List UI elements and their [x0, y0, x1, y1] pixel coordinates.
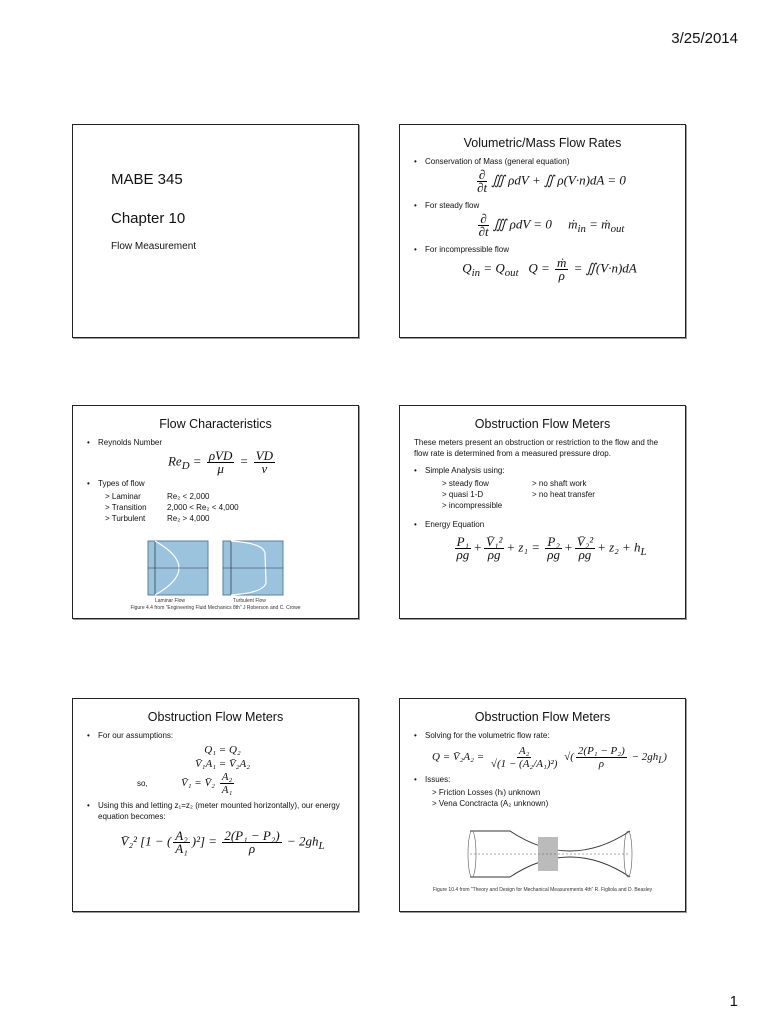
equation: $\frac{\text{P₁}}{\rho g}$ + $\frac{\text{V̄₁²}}{\rho g}$ + z₁ = $\frac{\text{P₂}}{\rho g}$ + $\frac{\text{V̄₂²}}{\rho g}$ + $z_2 + h_L$	[456, 534, 647, 562]
equation: V̄₁ = V̄₂ $\frac{\text{A₂}}{\text{A₁}}$	[181, 771, 233, 796]
course-title: MABE 345	[111, 171, 183, 188]
intro-text: These meters present an obstruction or restriction to the flow and the flow rate is determined from a measured pressure drop.	[414, 438, 659, 458]
slide-heading: Volumetric/Mass Flow Rates	[463, 136, 622, 150]
so-label: so,	[137, 779, 148, 788]
equation: $Re_D$ = $\frac{\text{ρVD}}{\mu}$ = $\frac{VD}{\nu}$	[167, 448, 274, 476]
bullet: • For our assumptions:	[87, 730, 358, 741]
slide-heading: Obstruction Flow Meters	[147, 710, 284, 724]
flow-type-row: > Turbulent Re₂ > 4,000	[105, 514, 210, 523]
figure-label: Laminar Flow	[155, 598, 186, 604]
slide-obstruction-assumptions	[72, 698, 359, 912]
slide-title	[72, 124, 359, 338]
figure-label: Turbulent Flow	[233, 598, 266, 604]
equation: $\frac{\partial}{\partial t}$ ∭ ρdV + ∬ ρ(V·n)dA = 0	[477, 167, 626, 195]
flow-type-row: > Transition 2,000 < Re₂ < 4,000	[105, 503, 239, 512]
laminar-profile	[148, 541, 208, 595]
bullet: • For steady flow	[414, 200, 685, 211]
bullet: • Solving for the volumetric flow rate:	[414, 730, 685, 741]
issue-item: > Vena Conctracta (A₂ unknown)	[432, 799, 549, 808]
equation: $Q_{in} = Q_{out}$ Q = $\frac{\text{ṁ}}{\rho}$ = ∬(V·n)dA	[462, 255, 637, 283]
slide-subtitle: Flow Measurement	[111, 241, 197, 252]
slide-obstruction-solution	[399, 698, 686, 912]
turbulent-profile	[223, 541, 283, 595]
equation: V̄₂² [1 − ( $\frac{\text{A₂}}{\text{A₁}}$ )²] = $\frac{\text{2(P₁ − P₂)}}{\rho}$ − $2gh_L$	[120, 828, 325, 856]
venturi-figure	[400, 823, 686, 885]
flow-profile-figure	[73, 533, 359, 608]
issue-item: > Friction Losses (hₗ) unknown	[432, 788, 541, 797]
equation: Q₁ = Q₂ V̄₁A₁ = V̄₂A₂	[194, 744, 251, 770]
slide-heading: Obstruction Flow Meters	[474, 710, 611, 724]
equation: $\frac{\partial}{\partial t}$ ∭ ρdV = 0 ṁ$_{in}$ = ṁ$_{out}$	[478, 211, 625, 239]
bullet: • Simple Analysis using:	[414, 465, 685, 476]
bullet: • Using this and letting z₁=z₂ (meter mounted horizontally), our energy equation becomes:	[87, 800, 358, 822]
flow-type-row: > Laminar Re₂ < 2,000	[105, 492, 210, 501]
page-number: 1	[729, 993, 738, 1010]
slide-obstruction-intro: Obstruction Flow Meters These meters present an obstruction or restriction to the flow and the flow rate is determined from a measured pressure drop. • Simple Analysis using: > steady flow > no shaft work > quasi 1-D > no heat transfer > incompressible • Energy Equation $\frac{\text{P₁}}{\rho g}$ + $\frac{\text{V̄₁²}}{\rho g}$ + z₁ = $\frac{\text{P₂}}{\rho g}$ + $\frac{\text{V̄₂²}}{\rho g}$ + $z_2 + h_L$	[399, 405, 686, 619]
chapter-title: Chapter 10	[111, 210, 186, 227]
slide-flow-characteristics	[72, 405, 359, 619]
bullet: • Conservation of Mass (general equation)	[414, 156, 685, 167]
bullet: • For incompressible flow	[414, 244, 685, 255]
slide-heading: Flow Characteristics	[159, 417, 272, 431]
figure-caption: Figure 4.4 from “Engineering Fluid Mechanics 8th” J Roberson and C. Crowe	[130, 605, 301, 611]
bullet: • Energy Equation	[414, 519, 685, 530]
slide-heading: Obstruction Flow Meters	[474, 417, 611, 431]
figure-caption: Figure 10.4 from “Theory and Design for Mechanical Measurements 4th” R. Figliola and D. Beasley	[432, 887, 653, 893]
equation: Q = V̄₂A₂ = $\frac{\text{A₂}}{\text{√(1 − (A₂/A₁)²)}}$ √( $\frac{\text{2(P₁ − P₂)}}{\rho}$ − $2gh_L$)	[432, 745, 667, 770]
slide-volumetric-flow	[399, 124, 686, 338]
page-date: 3/25/2014	[671, 30, 738, 47]
bullet: • Issues:	[414, 774, 685, 785]
bullet: • Reynolds Number	[87, 437, 358, 448]
bullet: • Types of flow	[87, 478, 358, 489]
